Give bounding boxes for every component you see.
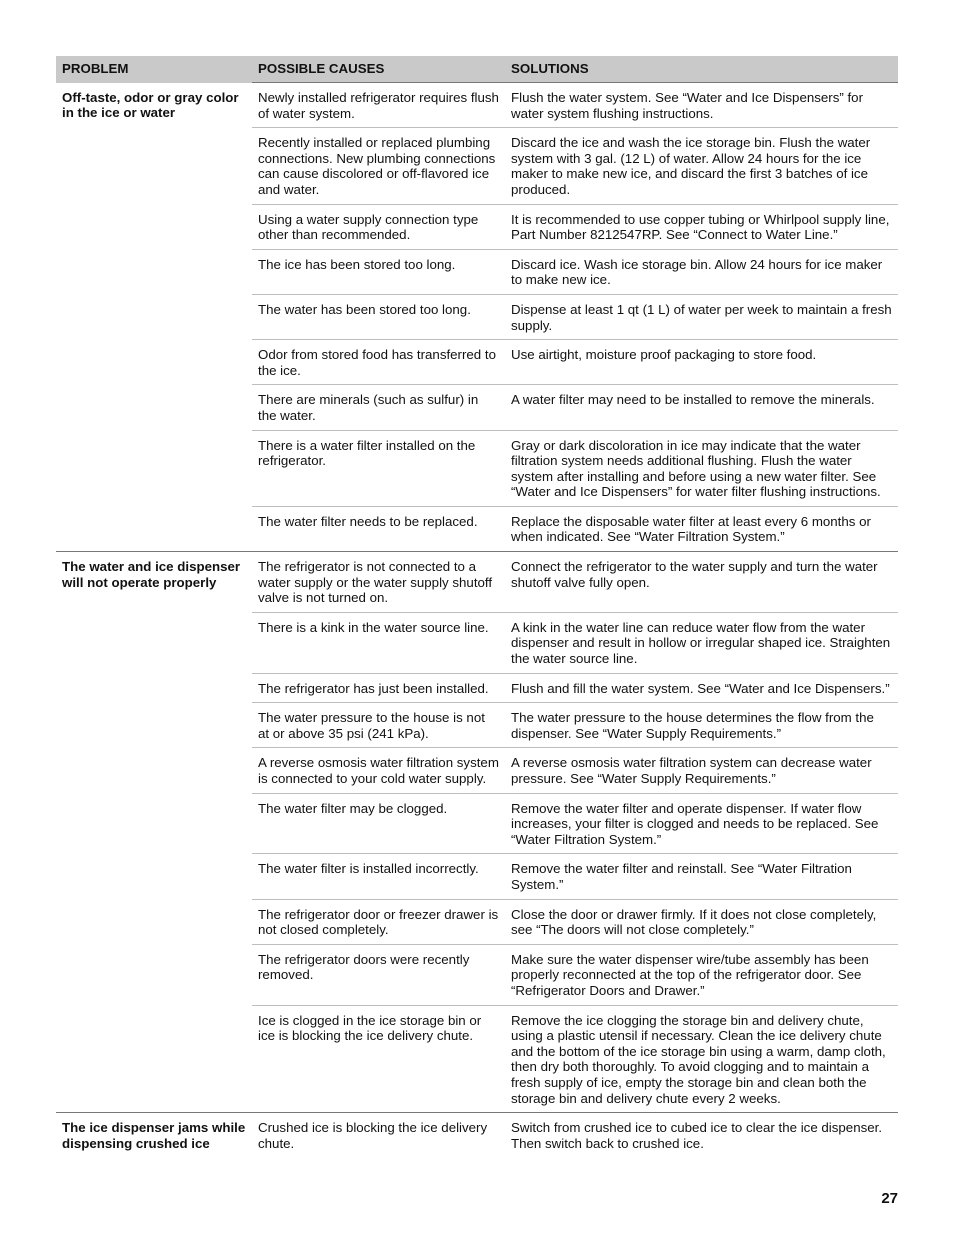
possible-cause-cell: Odor from stored food has transferred to the ice.: [252, 340, 505, 385]
possible-cause-cell: The water filter needs to be replaced.: [252, 506, 505, 551]
header-problem: PROBLEM: [56, 56, 252, 83]
problem-cell: Off-taste, odor or gray color in the ice or water: [62, 89, 239, 121]
page-number: 27: [881, 1190, 898, 1207]
table-body: [56, 83, 898, 1158]
possible-cause-cell: The ice has been stored too long.: [252, 249, 505, 294]
possible-cause-cell: The refrigerator door or freezer drawer is not closed completely.: [252, 899, 505, 944]
troubleshooting-table: [56, 56, 898, 1157]
solution-cell: A reverse osmosis water filtration system can decrease water pressure. See “Water Supply Requirements.”: [505, 748, 898, 793]
solution-cell: Discard ice. Wash ice storage bin. Allow 24 hours for ice maker to make new ice.: [505, 249, 898, 294]
solution-cell: Remove the water filter and operate dispenser. If water flow increases, your filter is clogged and needs to be replaced. See “Water Filtration System.”: [505, 793, 898, 854]
possible-cause-cell: Ice is clogged in the ice storage bin or ice is blocking the ice delivery chute.: [252, 1005, 505, 1113]
possible-cause-cell: Recently installed or replaced plumbing connections. New plumbing connections can cause discolored or off-flavored ice and water.: [252, 128, 505, 204]
header-possible-causes: POSSIBLE CAUSES: [252, 56, 505, 83]
solution-cell: A kink in the water line can reduce water flow from the water dispenser and result in hollow or irregular shaped ice. Straighten the water source line.: [505, 612, 898, 673]
solution-cell: Make sure the water dispenser wire/tube assembly has been properly reconnected at the top of the refrigerator door. See “Refrigerator Doors and Drawer.”: [505, 944, 898, 1005]
solution-cell: Flush and fill the water system. See “Water and Ice Dispensers.”: [505, 673, 898, 703]
solution-cell: Switch from crushed ice to cubed ice to clear the ice dispenser. Then switch back to crushed ice.: [505, 1113, 898, 1158]
possible-cause-cell: The water has been stored too long.: [252, 294, 505, 339]
possible-cause-cell: There is a water filter installed on the refrigerator.: [252, 430, 505, 506]
possible-cause-cell: A reverse osmosis water filtration system is connected to your cold water supply.: [252, 748, 505, 793]
possible-cause-cell: There is a kink in the water source line.: [252, 612, 505, 673]
solution-cell: Gray or dark discoloration in ice may indicate that the water filtration system needs additional flushing. Flush the water system after installing and before using a new water filter. See “Water and Ice Dispensers” for water filter flushing instructions.: [505, 430, 898, 506]
possible-cause-cell: The refrigerator is not connected to a water supply or the water supply shutoff valve is not turned on.: [252, 552, 505, 613]
possible-cause-cell: The water filter may be clogged.: [252, 793, 505, 854]
header-solutions: SOLUTIONS: [505, 56, 898, 83]
solution-cell: Flush the water system. See “Water and Ice Dispensers” for water system flushing instructions.: [505, 83, 898, 128]
problem-cell: The water and ice dispenser will not operate properly: [56, 552, 252, 1113]
solution-cell: It is recommended to use copper tubing or Whirlpool supply line, Part Number 8212547RP. See “Connect to Water Line.”: [505, 204, 898, 249]
possible-cause-cell: The water filter is installed incorrectly.: [252, 854, 505, 899]
solution-cell: Use airtight, moisture proof packaging to store food.: [505, 340, 898, 385]
possible-cause-cell: Crushed ice is blocking the ice delivery chute.: [252, 1113, 505, 1158]
solution-cell: A water filter may need to be installed to remove the minerals.: [505, 385, 898, 430]
possible-cause-cell: Newly installed refrigerator requires flush of water system.: [252, 83, 505, 128]
solution-cell: Close the door or drawer firmly. If it does not close completely, see “The doors will not close completely.”: [505, 899, 898, 944]
possible-cause-cell: The refrigerator doors were recently removed.: [252, 944, 505, 1005]
table-row: [56, 1113, 898, 1158]
table-row: [56, 83, 898, 128]
solution-cell: Replace the disposable water filter at least every 6 months or when indicated. See “Water Filtration System.”: [505, 506, 898, 551]
table-row: [56, 552, 898, 613]
solution-cell: The water pressure to the house determines the flow from the dispenser. See “Water Supply Requirements.”: [505, 703, 898, 748]
possible-cause-cell: Using a water supply connection type other than recommended.: [252, 204, 505, 249]
possible-cause-cell: There are minerals (such as sulfur) in the water.: [252, 385, 505, 430]
solution-cell: Discard the ice and wash the ice storage bin. Flush the water system with 3 gal. (12 L) of water. Allow 24 hours for the ice maker to make new ice, and discard the first 3 batches of ice produced.: [505, 128, 898, 204]
solution-cell: Remove the ice clogging the storage bin and delivery chute, using a plastic utensil if necessary. Clean the ice delivery chute and the bottom of the ice storage bin using a warm, damp cloth, then dry both thoroughly. To avoid clogging and to maintain a fresh supply of ice, empty the storage bin and clean both the storage bin and delivery chute every 2 weeks.: [505, 1005, 898, 1113]
possible-cause-cell: The refrigerator has just been installed.: [252, 673, 505, 703]
solution-cell: Remove the water filter and reinstall. See “Water Filtration System.”: [505, 854, 898, 899]
table-header: [56, 56, 898, 83]
possible-cause-cell: The water pressure to the house is not at or above 35 psi (241 kPa).: [252, 703, 505, 748]
solution-cell: Connect the refrigerator to the water supply and turn the water shutoff valve fully open.: [505, 552, 898, 613]
solution-cell: Dispense at least 1 qt (1 L) of water per week to maintain a fresh supply.: [505, 294, 898, 339]
problem-cell: The ice dispenser jams while dispensing crushed ice: [56, 1113, 252, 1158]
